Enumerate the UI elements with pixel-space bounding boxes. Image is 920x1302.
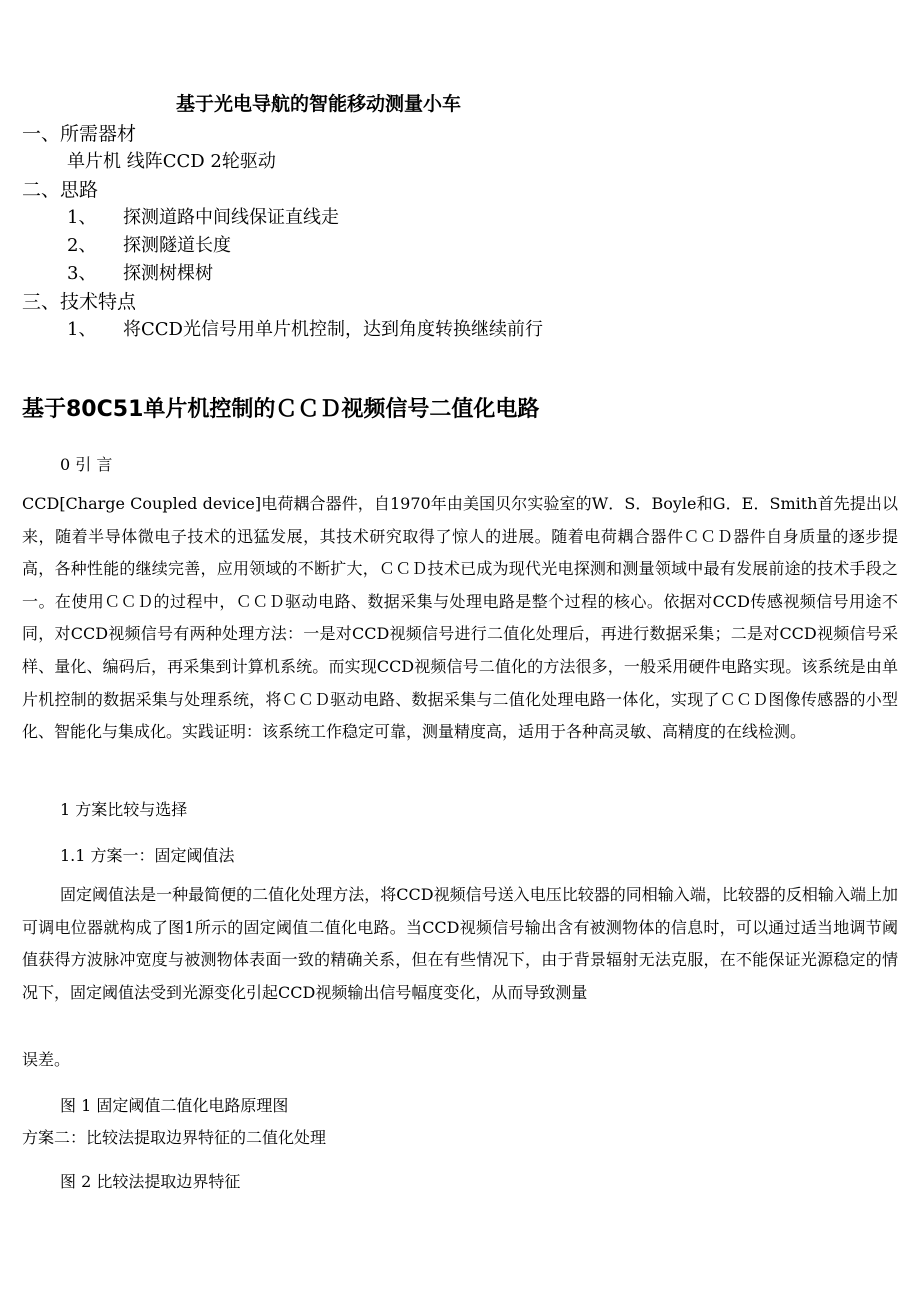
list-item-text: 探测隧道长度 <box>123 235 231 256</box>
section-heading-materials: 一、所需器材 <box>22 123 137 145</box>
section-heading-features: 三、技术特点 <box>22 291 137 313</box>
list-item-number: 2、 <box>67 235 97 256</box>
materials-text: 单片机 线阵CCD 2轮驱动 <box>67 151 276 172</box>
intro-heading: 0 引 言 <box>60 455 113 474</box>
list-item-text: 探测道路中间线保证直线走 <box>123 207 339 228</box>
list-item-text: 探测树棵树 <box>123 263 213 284</box>
subsection-heading-scheme1: 1.1 方案一：固定阈值法 <box>60 846 235 865</box>
article-title: 基于80C51单片机控制的ＣＣＤ视频信号二值化电路 <box>22 397 540 422</box>
section-heading-comparison: 1 方案比较与选择 <box>60 800 188 819</box>
section-heading-approach: 二、思路 <box>22 179 99 201</box>
scheme1-paragraph-tail: 误差。 <box>22 1050 71 1069</box>
list-item <box>67 203 339 229</box>
list-item-number: 1、 <box>67 207 97 228</box>
figure-1-caption: 图 1 固定阈值二值化电路原理图 <box>60 1096 289 1115</box>
list-item-number: 1、 <box>67 319 97 340</box>
list-item-number: 3、 <box>67 263 97 284</box>
scheme2-heading: 方案二：比较法提取边界特征的二值化处理 <box>22 1128 327 1147</box>
list-item <box>67 259 213 285</box>
document-title: 基于光电导航的智能移动测量小车 <box>176 93 462 115</box>
list-item <box>67 315 543 341</box>
scheme1-paragraph: 固定阈值法是一种最简便的二值化处理方法，将CCD视频信号送入电压比较器的同相输入端，比较器的反相输入端上加可调电位器就构成了图1所示的固定阈值二值化电路。当CCD视频信号输出含有被测物体的信息时，可以通过适当地调节阈值获得方波脉冲宽度与被测物体表面一致的精确关系，但在有些情况下，由于背景辐射无法克服，在不能保证光源稳定的情况下，固定阈值法受到光源变化引起CCD视频输出信号幅度变化，从而导致测量 <box>22 885 898 1002</box>
list-item <box>67 231 231 257</box>
figure-2-caption: 图 2 比较法提取边界特征 <box>60 1172 241 1191</box>
intro-paragraph: CCD[Charge Coupled device]电荷耦合器件，自1970年由美国贝尔实验室的W．S．Boyle和G．E．Smith首先提出以来，随着半导体微电子技术的迅猛发展，其技术研究取得了惊人的进展。随着电荷耦合器件ＣＣＤ器件自身质量的逐步提高，各种性能的继续完善，应用领域的不断扩大，ＣＣＤ技术已成为现代光电探测和测量领域中最有发展前途的技术手段之一。在使用ＣＣＤ的过程中，ＣＣＤ驱动电路、数据采集与处理电路是整个过程的核心。依据对CCD传感视频信号用途不同，对CCD视频信号有两种处理方法：一是对CCD视频信号进行二值化处理后，再进行数据采集；二是对CCD视频信号采样、量化、编码后，再采集到计算机系统。而实现CCD视频信号二值化的方法很多，一般采用硬件电路实现。该系统是由单片机控制的数据采集与处理系统，将ＣＣＤ驱动电路、数据采集与二值化处理电路一体化，实现了ＣＣＤ图像传感器的小型化、智能化与集成化。实践证明：该系统工作稳定可靠，测量精度高，适用于各种高灵敏、高精度的在线检测。 <box>22 494 898 742</box>
list-item-text: 将CCD光信号用单片机控制，达到角度转换继续前行 <box>123 319 543 340</box>
